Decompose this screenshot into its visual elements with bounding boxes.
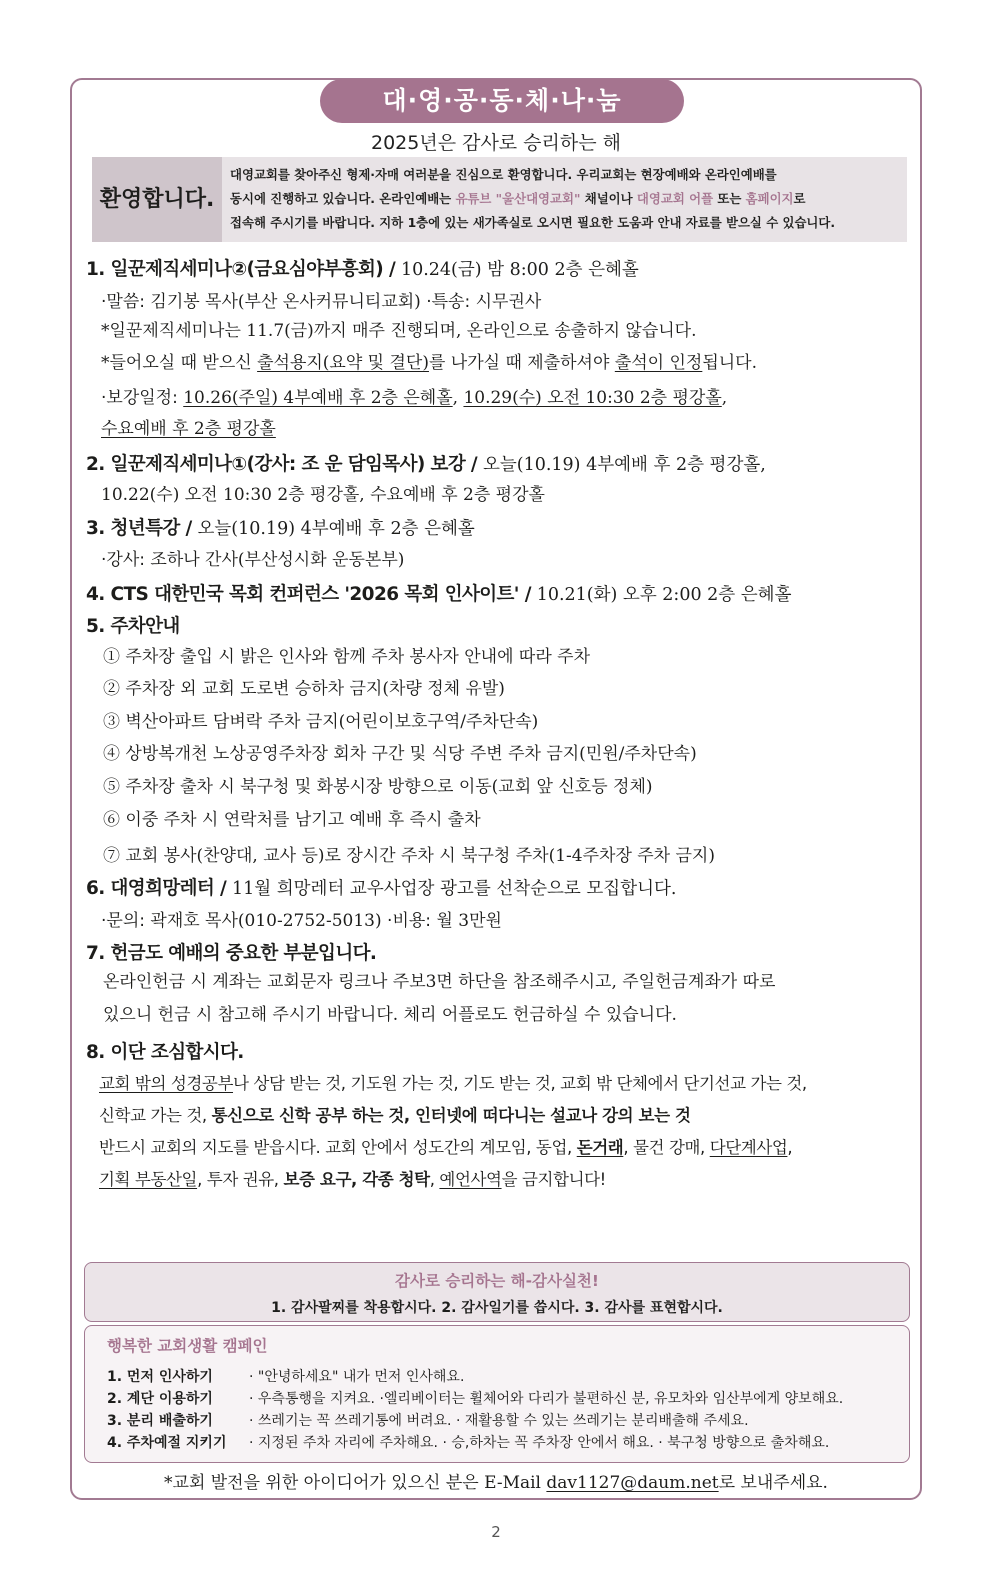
item-8-line	[99, 1102, 691, 1126]
value: 김기봉 목사(부산 온사커뮤니티교회)	[150, 292, 421, 312]
item-6-contact	[101, 906, 502, 931]
campaign-value: · "안녕하세요" 내가 먼저 인사해요.	[249, 1369, 465, 1385]
campaign-row	[107, 1410, 749, 1430]
text: *들어오실 때 받으신	[101, 353, 258, 373]
parking-rule: ④ 상방복개천 노상공영주차장 회차 구간 및 식당 주변 주차 금지(민원/주차단속)	[103, 744, 697, 764]
item-7-heading: 7. 헌금도 예배의 중요한 부분입니다.	[86, 943, 377, 964]
item-1-makeup	[101, 383, 727, 408]
text: ,	[787, 1138, 793, 1157]
label: ·비용:	[381, 911, 437, 931]
campaign-row	[107, 1366, 464, 1386]
welcome-box	[92, 157, 907, 242]
label: ·말씀:	[101, 292, 151, 312]
item-5-heading: 5. 주차안내	[86, 616, 180, 637]
page-title: 대·영·공·동·체·나·눔	[320, 79, 684, 123]
item-7	[86, 939, 376, 965]
text: ,	[452, 388, 464, 408]
campaign-key: 3. 분리 배출하기	[107, 1413, 213, 1429]
email-link[interactable]: dav1127@daum.net	[546, 1473, 719, 1493]
text-underlined: 10.29(수) 오전 10:30 2층 평강홀	[463, 388, 722, 408]
item-6-when: 11월 희망레터 교우사업장 광고를 선착순으로 모집합니다.	[232, 879, 677, 899]
text: ,	[429, 1170, 440, 1189]
parking-rule: ① 주차장 출입 시 밝은 인사와 함께 주차 봉사자 안내에 따라 주차	[103, 647, 590, 667]
item-2-when: 오늘(10.19) 4부예배 후 2층 평강홀,	[482, 455, 766, 475]
text: *교회 발전을 위한 아이디어가 있으신 분은 E-Mail	[164, 1473, 547, 1493]
text-underlined: 예언사역	[439, 1170, 502, 1189]
app-link[interactable]: 대영교회 어플	[636, 191, 714, 206]
item-8-line	[99, 1070, 807, 1094]
text: 를 나가실 때 제출하셔야	[428, 353, 615, 373]
item-3	[86, 514, 475, 540]
campaign-title: 행복한 교회생활 캠페인	[107, 1337, 268, 1355]
item-3-when: 오늘(10.19) 4부예배 후 2층 은혜홀	[197, 519, 475, 539]
label: ·특송:	[420, 292, 476, 312]
text-underlined: 출석이 인정	[614, 353, 703, 373]
welcome-line	[230, 187, 898, 211]
item-8	[86, 1038, 244, 1064]
text: 로 보내주세요.	[718, 1473, 828, 1493]
campaign-key: 2. 계단 이용하기	[107, 1391, 213, 1407]
text: 을 금지합니다!	[501, 1170, 606, 1189]
parking-rule: ⑥ 이중 주차 시 연락처를 남기고 예배 후 즉시 출차	[103, 810, 481, 830]
text: 반드시 교회의 지도를 받읍시다. 교회 안에서 성도간의 계모임, 동업,	[99, 1138, 577, 1157]
item-8-line	[99, 1166, 606, 1190]
welcome-text-part: 채널이나	[580, 191, 637, 206]
footer-note	[0, 1468, 992, 1493]
item-1-heading: 1. 일꾼제직세미나②(금요심야부흥회) /	[86, 259, 401, 280]
youtube-link[interactable]: 유튜브 "울산대영교회"	[455, 191, 581, 206]
value: 곽재호 목사(010-2752-5013)	[150, 911, 382, 931]
item-1-note: *일꾼제직세미나는 11.7(금)까지 매주 진행되며, 온라인으로 송출하지 않습니다.	[101, 321, 697, 341]
campaign-row	[107, 1432, 829, 1452]
item-1-when: 10.24(금) 밤 8:00 2층 은혜홀	[400, 260, 639, 280]
item-5	[86, 612, 180, 638]
item-6-heading: 6. 대영희망레터 /	[86, 878, 233, 899]
thanks-title: 감사로 승리하는 해-감사실천!	[395, 1272, 599, 1290]
item-4-heading: 4. CTS 대한민국 목회 컨퍼런스 '2026 목회 인사이트' /	[86, 584, 537, 605]
text-bold: 보증 요구, 각종 청탁	[283, 1170, 430, 1189]
campaign-key: 4. 주차예절 지키기	[107, 1435, 227, 1451]
value: 월 3만원	[436, 911, 502, 931]
item-1-speaker	[101, 287, 541, 312]
item-1-makeup-cont: 수요예배 후 2층 평강홀	[101, 419, 276, 439]
campaign-box	[84, 1325, 910, 1463]
welcome-line: 대영교회를 찾아주신 형제·자매 여러분을 진심으로 환영합니다. 우리교회는 현장예배와 온라인예배를	[230, 167, 777, 182]
campaign-value: · 우측통행을 지켜요. ·엘리베이터는 휠체어와 다리가 불편하신 분, 유모차와 임산부에게 양보해요.	[249, 1391, 844, 1407]
item-7-text: 있으니 헌금 시 참고해 주시기 바랍니다. 체리 어플로도 헌금하실 수 있습니다.	[103, 1005, 677, 1025]
parking-rule: ⑤ 주차장 출차 시 북구청 및 화봉시장 방향으로 이동(교회 앞 신호등 정체)	[103, 777, 653, 797]
campaign-key: 1. 먼저 인사하기	[107, 1369, 213, 1385]
parking-rule: ⑦ 교회 봉사(찬양대, 교사 등)로 장시간 주차 시 북구청 주차(1-4주차장 주차 금지)	[103, 846, 715, 866]
text-underlined: 10.26(주일) 4부예배 후 2층 은혜홀	[183, 388, 453, 408]
text: 신학교 가는 것,	[99, 1106, 212, 1125]
text: ,	[721, 388, 728, 408]
item-7-text: 온라인헌금 시 계좌는 교회문자 링크나 주보3면 하단을 참조해주시고, 주일헌금계좌가 따로	[103, 972, 776, 992]
homepage-link[interactable]: 홈페이지	[745, 191, 794, 206]
text: 나 상담 받는 것, 기도원 가는 것, 기도 받는 것, 교회 밖 단체에서 단기선교 가는 것,	[233, 1074, 807, 1093]
item-8-heading: 8. 이단 조심합시다.	[86, 1042, 244, 1063]
item-2-heading: 2. 일꾼제직세미나①(강사: 조 운 담임목사) 보강 /	[86, 454, 483, 475]
campaign-row	[107, 1388, 843, 1408]
label: ·보강일정:	[101, 388, 184, 408]
value: 시무권사	[475, 292, 542, 312]
text-underlined: 출석용지(요약 및 결단)	[257, 353, 429, 373]
welcome-text	[230, 163, 898, 235]
item-1	[86, 255, 639, 281]
text: , 투자 권유,	[197, 1170, 284, 1189]
page-subtitle: 2025년은 감사로 승리하는 해	[370, 132, 621, 154]
value: 조하나 간사(부산성시화 운동본부)	[150, 550, 405, 570]
text: 됩니다.	[702, 353, 757, 373]
text-bold: 돈거래	[576, 1138, 624, 1157]
text-underlined: 교회 밖의 성경공부	[99, 1074, 234, 1093]
parking-rule: ③ 벽산아파트 담벼락 주차 금지(어린이보호구역/주차단속)	[103, 712, 539, 732]
item-6	[86, 874, 676, 900]
welcome-text-part: 로	[793, 191, 806, 206]
item-8-line	[99, 1134, 792, 1158]
item-2	[86, 450, 766, 476]
text: , 물건 강매,	[623, 1138, 710, 1157]
text-underlined: 기획 부동산일	[99, 1170, 198, 1189]
thanks-body: 1. 감사팔찌를 착용합시다. 2. 감사일기를 씁시다. 3. 감사를 표현합시다.	[271, 1300, 723, 1316]
welcome-line: 접속해 주시기를 바랍니다. 지하 1층에 있는 새가족실로 오시면 필요한 도움과 안내 자료를 받으실 수 있습니다.	[230, 215, 836, 230]
thanks-box	[84, 1262, 910, 1322]
label: ·강사:	[101, 550, 151, 570]
welcome-text-part: 동시에 진행하고 있습니다. 온라인예배는	[230, 191, 456, 206]
welcome-text-part: 또는	[713, 191, 746, 206]
item-3-heading: 3. 청년특강 /	[86, 518, 198, 539]
item-4	[86, 580, 791, 606]
parking-rule: ② 주차장 외 교회 도로변 승하차 금지(차량 정체 유발)	[103, 679, 505, 699]
label: ·문의:	[101, 911, 151, 931]
item-2-detail: 10.22(수) 오전 10:30 2층 평강홀, 수요예배 후 2층 평강홀	[101, 485, 545, 505]
text-underlined: 다단계사업	[709, 1138, 788, 1157]
welcome-label: 환영합니다.	[92, 157, 222, 242]
item-1-attendance-note	[101, 348, 757, 373]
campaign-value: · 지정된 주차 자리에 주차해요. · 승,하차는 꼭 주차장 안에서 해요. · 북구청 방향으로 출차해요.	[249, 1435, 830, 1451]
page-number: 2	[491, 1523, 501, 1541]
campaign-value: · 쓰레기는 꼭 쓰레기통에 버려요. · 재활용할 수 있는 쓰레기는 분리배출해 주세요.	[249, 1413, 749, 1429]
item-4-when: 10.21(화) 오후 2:00 2층 은혜홀	[536, 585, 792, 605]
item-3-speaker	[101, 545, 404, 570]
text-bold: 통신으로 신학 공부 하는 것, 인터넷에 떠다니는 설교나 강의 보는 것	[211, 1106, 691, 1125]
